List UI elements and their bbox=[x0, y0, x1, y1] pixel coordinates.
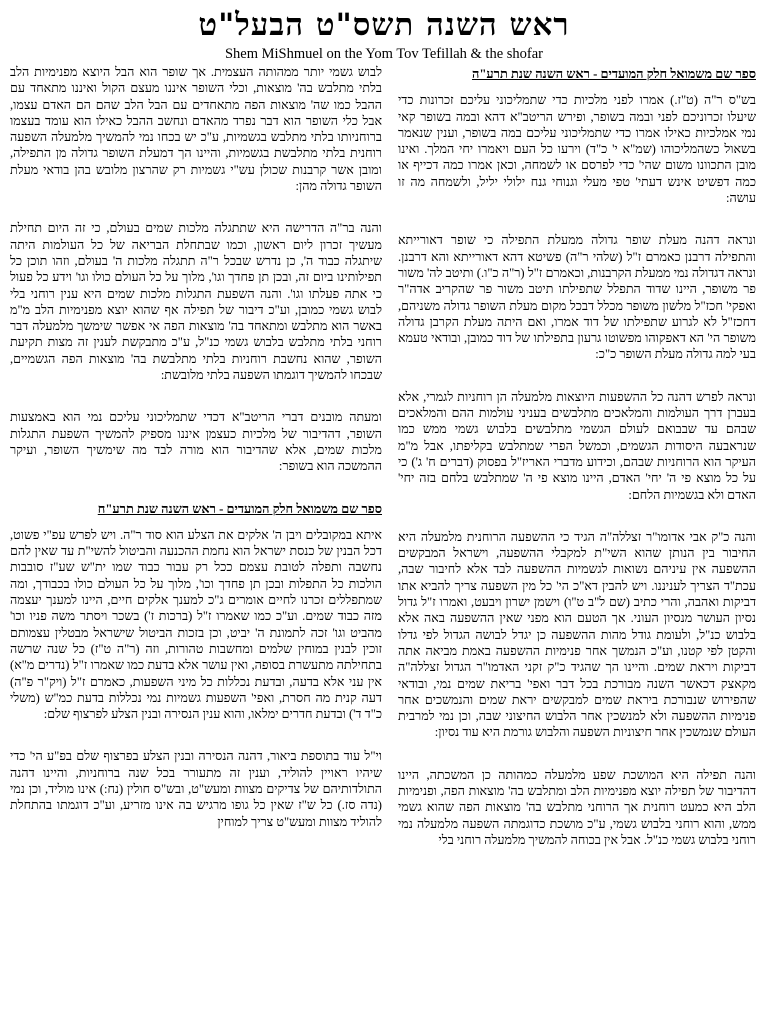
paragraph: איתא במקובלים ויבן ה' אלקים את הצלע הוא סוד ר"ה. ויש לפרש עפ"י פשוט, דכל הבנין של כנסת ישראל הוא נחמת ההכנעה והביטול להשי"ת עד שאין להם נחשבה ותפלה לטובת עצמם ככל רק עבור כבוד שמו ית"ש שע"ז סובבות הולכות כל התפלות ובכן תן פחדך וכו', מלוך על כל העולם כולו בכבודך, ומה שמתפללים זכרנו לחיים אומרים ג"כ למענך אלקים חיים, היינו למענך יעצמה מזה כבוד שמים. וע"כ כמו שאמרו ז"ל (ברכות ז') בשכר ויסתר משה פניו וכו' מהביט וגו' זכה לתמונת ה' יביט, וכן בזכות הביטול שישראל מבטלין עצמותם זוכין לבנין במוחין שלמים ומחשבות טהורות, וזה (ר"ה ט"ז) כל שנה שרשה בתחילתה מתעשרת בסופה, ואין עושר אלא בדעת כמו שאמרו ז"ל (נדרים מ"א) אין עני אלא בדעה, ובדעת נכללות כל מיני השפעות, כאמרם ז"ל (ויק"ר פ"ה) דעה קנית מה חסרת, ואפי' השפעות גשמיות נמי נכללות בדעת כמ"ש (משלי כ"ד ד') ובדעת חדרים ימלאו, והוא ענין הנסירה ובנין הצלע לפרצוף שלם: bbox=[10, 527, 382, 722]
paragraph: והנה תפילה היא המושכת שפע מלמעלה כמהותה כן המשכתה, היינו דהדיבור של תפילה יוצא מפנימיות הלב ומתלבש בה' מוצאות הפה, ופנימיות הלב היא כמעט רוחנית אך הרוחני מתלבש בה' מוצאות הפה שהוא גשמי ממש, והוא רוחני בלבוש גשמי, ע"כ מושכת כדוגמתה השפעה מלמעלה נמי רוחני בלבוש גשמי כנ"ל. אבל אין בכוחה להמשיך מלמעלה רוחני בלי bbox=[398, 767, 756, 847]
paragraph: ומעתה מובנים דברי הריטב"א דכדי שתמליכוני עליכם נמי הוא באמצעות השופר, דהדיבור של מלכיות כעצמן איננו מספיק להמשיך השפעת התגלות מלכות שמים, אלא שהדיבור הוא מורה לבד מה שימשיך השופר, ועיקר ההמשכה הוא בשופר: bbox=[10, 410, 382, 474]
paragraph: והנה כ"ק אבי אדומו"ר זצללה"ה הגיד כי ההשפעה הרוחנית מלמעלה היא החיבור בין הנותן שהוא השי"ת למקבלי ההשפעה, וישראל המבקשים ההשפעה אין עיניהם נשואות לגשמיות ההשפעה לבד אלא לחיבור שבה, עכת"ד הצריך לעניננו. ויש להבין דא"כ הי' כל מין השפעה צריך להביא אתו דביקות ואהבה, והרי כתיב (שם ל"ב ט"ו) וישמן ישרון ויבעט, ואמרו ז"ל גדול נסיון העושר מנסיון העוני. אך הטעם הוא מפני שאין ההשפעה באה אלא בלבוש כנ"ל, ולעומת גודל מהות ההשפעה כן יגדל לבושה הגדול לפי גדלו והקטן לפי קטנו, וע"כ הנמשך אחר פנימיות ההשפעה באמת מביאה אתה דביקות ויראת שמים. והיינו הך שהגיד כ"ק זקני האדמו"ר הגדול זצללה"ה מקאצק דכאשר השנה מבורכת בכל דבר ואפי' בריאת שמים נמי, ובודאי שהפירוש שנבורכת ביראת שמים למבקשים יראת שמים והנמשכים אחר פנימיות ההשפעה ולא למנשכין אחר הלבוש החיצוני שבה, וכן נמי למרבית העולם שנמשכין אחר חיצוניות השפעה והלבוש גורמת היא עוד נסיון: bbox=[398, 529, 756, 740]
paragraph: בש"ס ר"ה (ט"ז.) אמרו לפני מלכיות כדי שתמליכוני עליכם זכרונות כדי שיעלו זכרוניכם לפני ובמה בשופר, ופירש הריטב"א דהא ובמה בשופר קאי נמי אמלכיות כאילו אמרו כדי שתמליכוני עליכם במה בשופר, וענין שנאמר בשאול כשהמליכוהו (שמ"א י' כ"ד) וירעו כל העם ויאמרו יחי המלך. ואינו מובן התכוונו משום שהי' כדי לפרסם או לשמחה, וכאן אמרו כמה דכייף או כמה דפשיט אינש דעתי' טפי מעלי וגנוחי גנח ילולי יליל, ולשמחה מה זו עושה: bbox=[398, 93, 756, 206]
left-column bbox=[10, 64, 382, 1018]
paragraph: ונראה דהנה מעלת שופר גדולה ממעלת התפילה כי שופר דאורייתא והתפילה דרבנן כאמרם ז"ל (שלהי ר"ה) פשיטא דהא דאורייתא והא דרבנן. ונראה דגדולה נמי ממעלת הקרבנות, וכאמרם ז"ל (ר"ה כ"ו.) ותיטב לה' משור פר משופר, היינו שדוד התפלל שתפילתו תיטב משור פר שהקריב אדה"ר ואפקי' חכז"ל מלשון משופר מכלל דבכל מקום מעלת השופר גדולה משניהם, דחכז"ל לא לגרוע שתפילתו של דוד אמרו, ואם היתה מעלת הקרבן גדולה משופר הי' הא דאפקוהו מפשוטו גרעון בתפילתו של דוד כמובן, ובודאי טעמא בעי למה גדולה מעלת השופר כ"כ: bbox=[398, 233, 756, 362]
paragraph: לבוש גשמי יותר ממהותה העצמית. אך שופר הוא הבל היוצא מפנימיות הלב בלתי מתלבש בה' מוצאות, וכלי השופר איננו מעצם הקול ואיננו מתאחד עם ההבל כמו שה' מוצאות הפה מתאחדים עם הבל הלב שהם הם האדם עצמו, אבל כלי השופר הוא דבר נפרד מהאדם ונחשב ההבל כאילו הוא עומד בעצמו ברוחניותו בלתי מתלבש בגשמיות, ע"כ יש בכחו נמי להמשיך מלמעלה השפעה רוחנית בלתי מתלבשת בגשמיות, והיינו הך דמעלת השופר גדולה מן התפילה, ומובן אשר קרבנות שכולן עש"י גשמיות רק שהרצון מלובש בהן בודאי מעלת השופר גדולה מהן: bbox=[10, 65, 382, 194]
source-heading: ספר שם משמואל חלק המועדים - ראש השנה שנת תרע"ח bbox=[97, 501, 382, 516]
page-title: ראש השנה תשס"ט הבעל"ט bbox=[198, 7, 570, 43]
page-subtitle: Shem MiShmuel on the Yom Tov Tefillah & the shofar bbox=[224, 46, 544, 62]
right-column bbox=[398, 64, 756, 1018]
source-heading: ספר שם משמואל חלק המועדים - ראש השנה שנת תרע"ה bbox=[471, 67, 756, 81]
paragraph: וי"ל עוד בתוספת ביאור, דהנה הנסירה ובנין הצלע בפרצוף שלם בפ"ע הי' כדי שיהיו ראויין להוליד, וענין זה מתעורר בכל שנה ברוחניות, והיינו דהנה התולדותיהם של צדיקים מצוות ומעש"ט, ובש"ס חולין (נח:) אינו מוליד, וכן נמי (נדה סז.) כל ש"ז שאין כל גופו מרגיש בה אינו מזריע, וע"כ דוגמתו בהתחלת להוליד מצוות ומעש"ט צריך למוחין bbox=[10, 749, 382, 829]
paragraph: ונראה לפרש דהנה כל ההשפעות היוצאות מלמעלה הן רוחניות לגמרי, אלא בעברן דרך העולמות והמלאכים מתלבשים בעניני עולמות ההם והמלאכים שבהם עד שבבואם לעולם הגשמי מתלבשים בלבוש גשמי ממש כמו שנראבעה היסודות הגשמים, וכמשל הפרי שמתלבש בקליפתו, אבל מ"מ העיקר הוא הרוחניות שבהם, וכידוע מדברי האריז"ל בפסוק (דברים ח' ג') כי על כל מוצא פי ה' יחי' האדם, היינו מוצא פי ה' שמתלבש בלחם בזה יחי' האדם ולא בגשמיות הלחם: bbox=[398, 389, 756, 502]
paragraph: והנה בר"ה הדרישה היא שתתגלה מלכות שמים בעולם, כי זה היום תחילת מעשיך זכרון ליום ראשון, וכמו שבתחלת הבריאה של כל העולמות היתה שיתגלה כבוד ה', כן נדרש שבכל ר"ה תתגלה מלכות ה' בעולם, וזהו תוכן כל תפילותינו ביום זה, ובכן תן פחדך וגו', מלוך על כל העולם כולו וגו' וידע כל פעול כי אתה פעלתו וגו'. והנה השפעת התגלות מלכות שמים היא ענין רוחני בלי לבוש גשמי כמובן, וע"כ דיבור של תפילה אף שהוא יוצא מפנימיות הלב מ"מ באשר הוא מתלבש ומתאחד בה' מוצאות הפה אי אפשר שימשך מלמעלה דבר רוחני בלתי מתלבש בלבוש גשמי כנ"ל, ע"כ מתבקשת לענין זה מצות תקיעת השופר, שהוא נחשבת רוחניות בלתי מתלבשת בה' מוצאות הפה הגשמיים, שבכחו להמשיך דוגמתו השפעה בלתי מלובשת: bbox=[10, 221, 382, 383]
